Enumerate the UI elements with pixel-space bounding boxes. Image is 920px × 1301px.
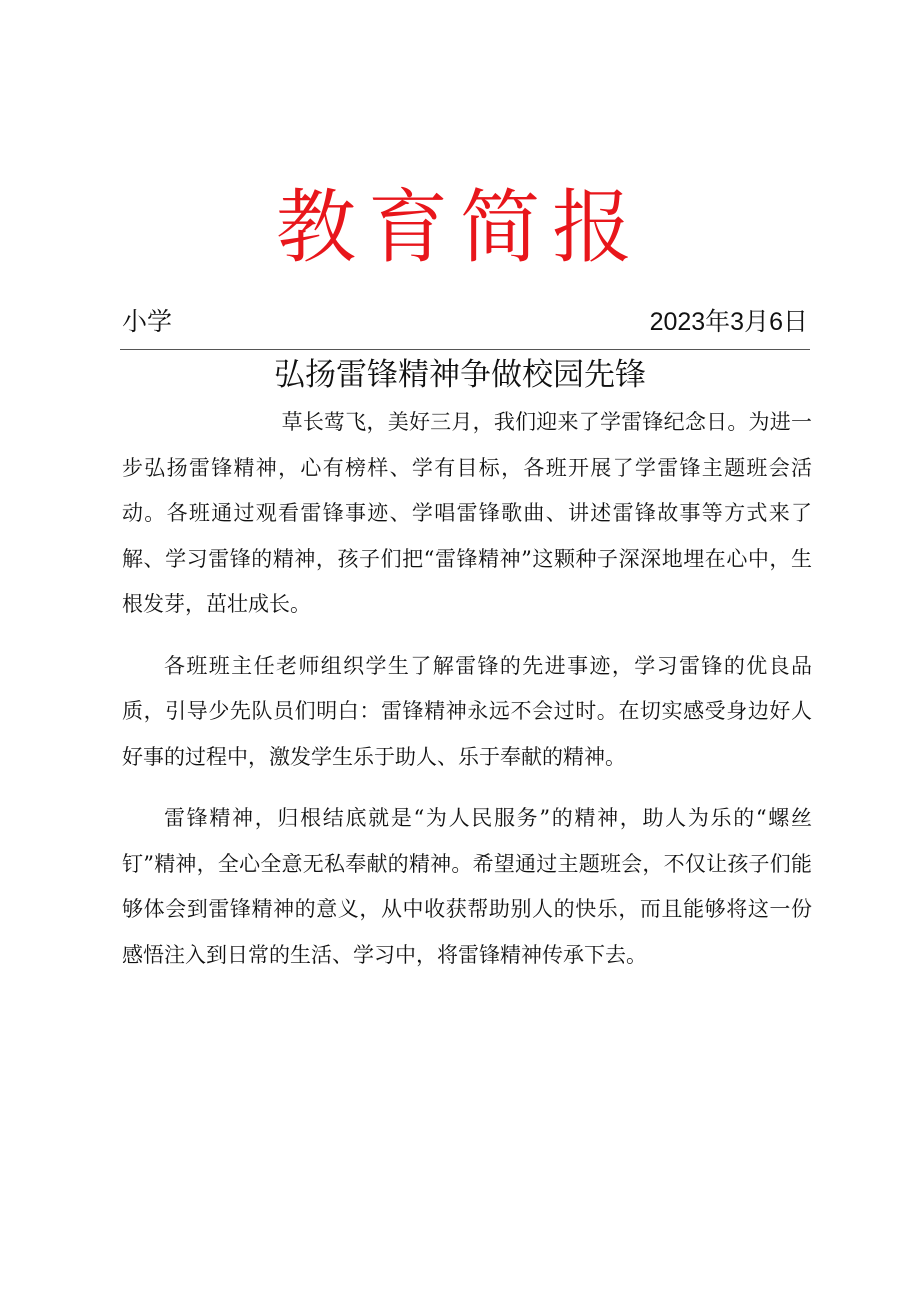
paragraph-3: 雷锋精神，归根结底就是“为人民服务”的精神，助人为乐的“螺丝钉”精神，全心全意无私奉献的精神。希望通过主题班会，不仅让孩子们能够体会到雷锋精神的意义，从中收获帮助别人的快乐，而且能够将这一份感悟注入到日常的生活、学习中，将雷锋精神传承下去。 — [122, 806, 812, 967]
paragraph-1: 草长莺飞，美好三月，我们迎来了学雷锋纪念日。为进一步弘扬雷锋精神，心有榜样、学有目标，各班开展了学雷锋主题班会活动。各班通过观看雷锋事迹、学唱雷锋歌曲、讲述雷锋故事等方式来了解、学习雷锋的精神，孩子们把“雷锋精神”这颗种子深深地埋在心中，生根发芽，茁壮成长。 — [122, 410, 812, 616]
paragraph-2: 各班班主任老师组织学生了解雷锋的先进事迹，学习雷锋的优良品质，引导少先队员们明白：雷锋精神永远不会过时。在切实感受身边好人好事的过程中，激发学生乐于助人、乐于奉献的精神。 — [122, 653, 812, 769]
meta-row — [122, 300, 808, 344]
article-body — [122, 400, 812, 994]
masthead-title: 教育简报 — [276, 181, 644, 274]
header-divider — [120, 349, 810, 350]
school-name: 小学 — [122, 308, 173, 336]
article-headline: 弘扬雷锋精神争做校园先锋 — [274, 357, 646, 393]
issue-date: 2023年3月6日 — [649, 308, 808, 336]
